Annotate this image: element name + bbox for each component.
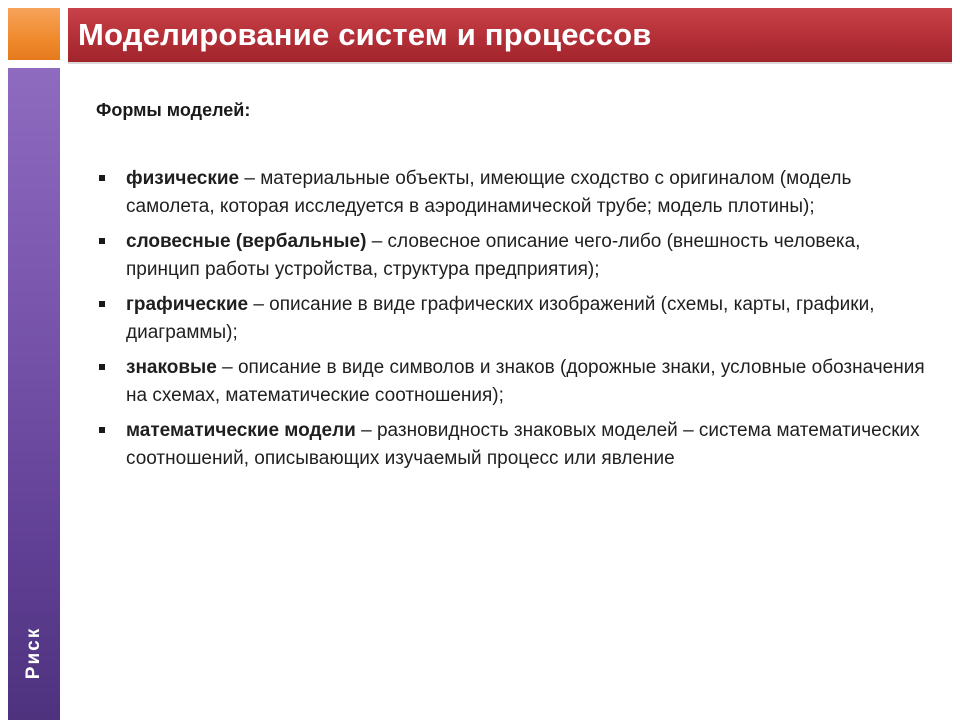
bullet-item-physical [96, 165, 926, 221]
square-bullet-icon [99, 427, 105, 433]
bullet-text: – разновидность знаковых моделей – система математических соотношений, описывающих изучаемый процесс или явление [126, 420, 920, 469]
title-bar [68, 8, 952, 62]
bullet-item-graphic [96, 291, 926, 347]
side-bar [8, 68, 60, 720]
corner-accent-box [8, 8, 60, 60]
square-bullet-icon [99, 238, 105, 244]
side-label-container [8, 618, 60, 688]
bullet-term: знаковые [126, 357, 217, 378]
bullet-text: – описание в виде символов и знаков (дорожные знаки, условные обозначения на схемах, математические соотношения); [126, 357, 925, 406]
page-title: Моделирование систем и процессов [78, 17, 652, 52]
slide-content [96, 100, 926, 480]
bullet-term: математические модели [126, 420, 356, 441]
square-bullet-icon [99, 364, 105, 370]
bullet-item-verbal [96, 228, 926, 284]
title-divider [68, 62, 952, 64]
bullet-term: физические [126, 168, 240, 189]
bullet-term: словесные (вербальные) [126, 231, 367, 252]
square-bullet-icon [99, 175, 105, 181]
side-label: Риск [23, 626, 44, 680]
section-subtitle: Формы моделей: [96, 100, 251, 120]
bullet-item-mathematical [96, 417, 926, 473]
bullet-term: графические [126, 294, 249, 315]
square-bullet-icon [99, 301, 105, 307]
bullet-item-symbolic [96, 354, 926, 410]
bullet-text: – словесное описание чего-либо (внешность человека, принцип работы устройства, структура предприятия); [126, 231, 861, 280]
bullet-text: – описание в виде графических изображений (схемы, карты, графики, диаграммы); [126, 294, 875, 343]
bullet-list [96, 165, 926, 473]
bullet-text: – материальные объекты, имеющие сходство с оригиналом (модель самолета, которая исследуется в аэродинамической трубе; модель плотины); [126, 168, 852, 217]
